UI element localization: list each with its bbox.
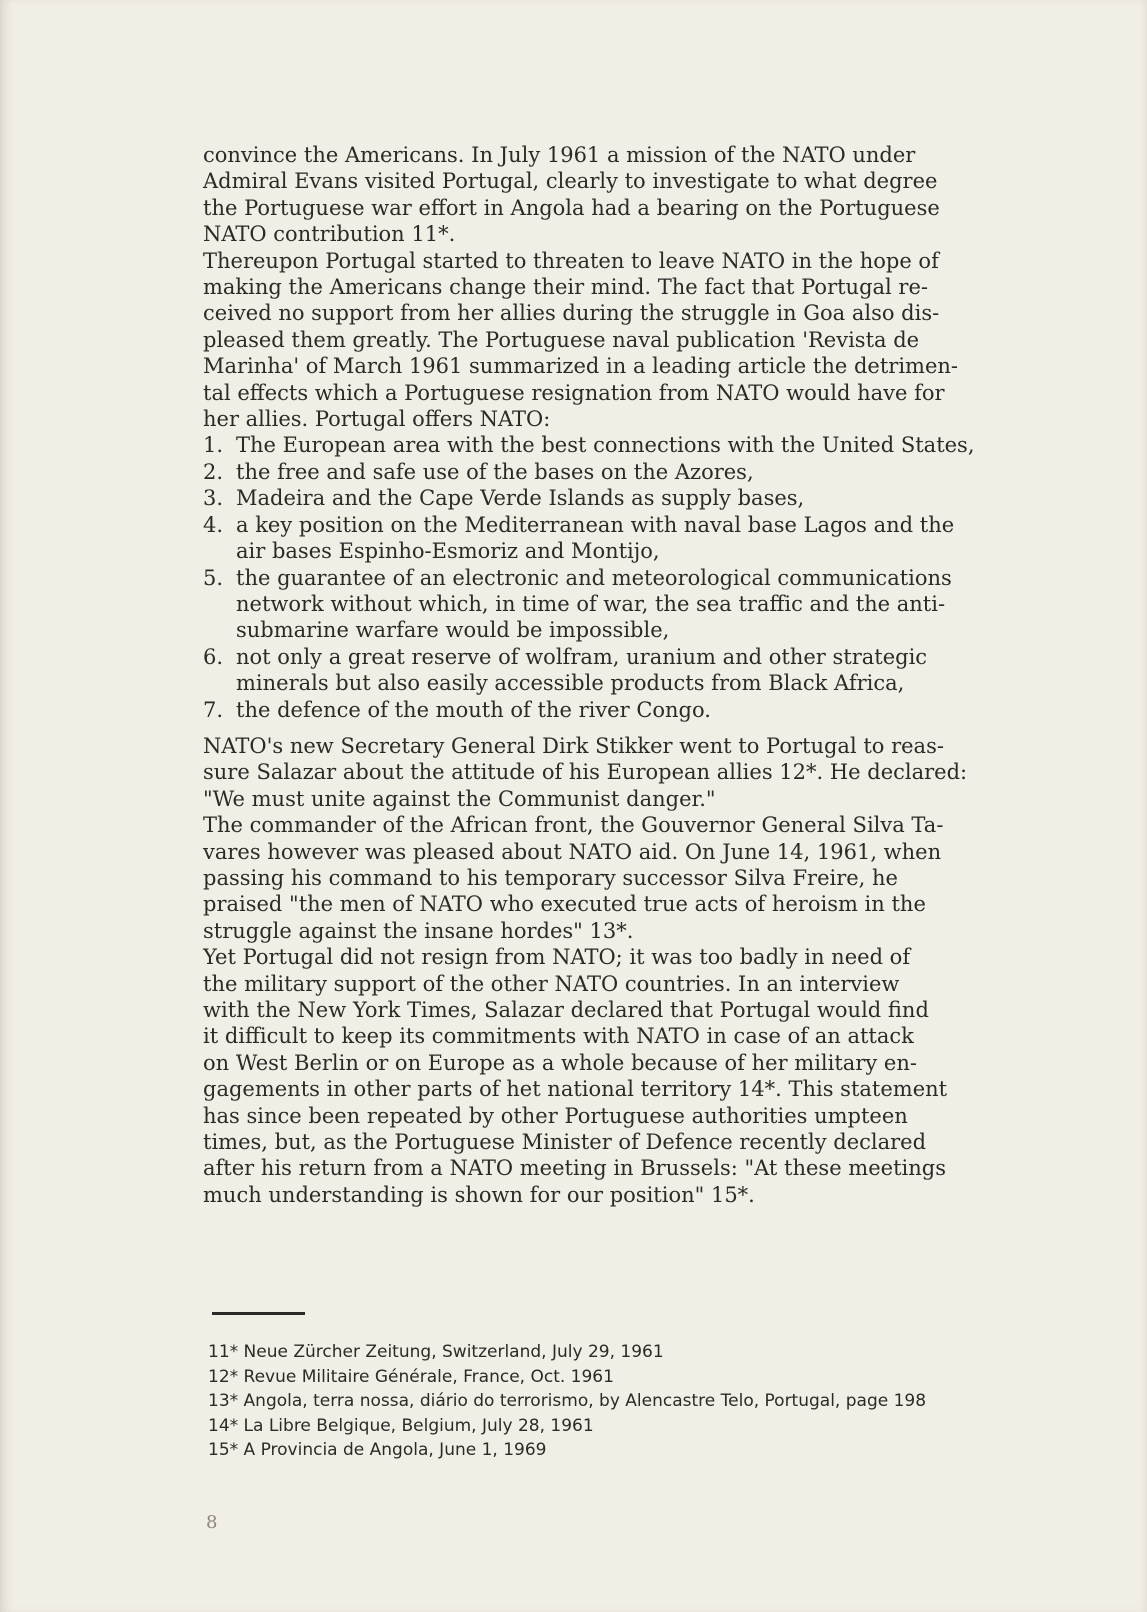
list-item-text: the defence of the mouth of the river Congo. [236,697,711,722]
page-number: 8 [206,1512,218,1533]
body-text [203,142,1083,1208]
list-item [203,459,1083,485]
list-item-number: 2. [203,459,224,484]
list-item-number: 1. [203,433,224,458]
list-item-text: the free and safe use of the bases on the Azores, [236,459,754,484]
footnotes [208,1340,1088,1463]
paragraph-stikker: NATO's new Secretary General Dirk Stikker went to Portugal to reas- sure Salazar about the attitude of his European allies 12*. He declared: "We must unite against the Communist danger." [203,733,968,811]
list-item [203,432,1083,458]
footnote-divider [212,1312,305,1315]
footnote-item: 15* A Provincia de Angola, June 1, 1969 [208,1440,547,1460]
list-item [203,512,1083,565]
list-item-number: 6. [203,644,224,669]
footnote-item: 14* La Libre Belgique, Belgium, July 28, 1961 [208,1415,594,1436]
list-item-number: 3. [203,486,224,511]
list-item [203,485,1083,511]
footnote-item: 13* Angola, terra nossa, diário do terrorismo, by Alencastre Telo, Portugal, page 198 [208,1391,927,1411]
paragraph-nato-mission: convince the Americans. In July 1961 a mission of the NATO under Admiral Evans visited Portugal, clearly to investigate to what degree the Portuguese war effort in Angola had a bearing on the Portuguese NATO contribution 11*. [203,143,940,247]
list-item-text: a key position on the Mediterranean with naval base Lagos and the air bases Espinho-Esmoriz and Montijo, [236,512,955,564]
list-item-text: the guarantee of an electronic and meteorological communications network without which, in time of war, the sea traffic and the anti- submarine warfare would be impossible, [236,565,952,643]
footnote-item: 12* Revue Militaire Générale, France, Oct. 1961 [208,1366,614,1387]
list-item [203,697,1083,723]
list-item [203,644,1083,697]
list-item-number: 7. [203,697,224,722]
paragraph-african-front: The commander of the African front, the Gouvernor General Silva Ta- vares however was pleased about NATO aid. On June 14, 1961, when passing his command to his temporary successor Silva Freire, he praised "the men of NATO who executed true acts of heroism in the struggle against the insane hordes" 13*. [203,813,944,943]
list-item-number: 5. [203,565,224,590]
list-item-text: Madeira and the Cape Verde Islands as supply bases, [236,486,805,511]
footnote-item: 11* Neue Zürcher Zeitung, Switzerland, July 29, 1961 [208,1342,664,1362]
list-item-text: The European area with the best connections with the United States, [236,433,975,458]
list-item-text: not only a great reserve of wolfram, uranium and other strategic minerals but also easily accessible products from Black Africa, [236,644,928,696]
list-item-number: 4. [203,512,224,537]
portugal-offers-list [203,432,1083,722]
paragraph-no-resignation: Yet Portugal did not resign from NATO; it was too badly in need of the military support of the other NATO countries. In an interview with the New York Times, Salazar declared that Portugal would find it difficult to keep its commitments with NATO in case of an attack on West Berlin or on Europe as a whole because of her military en- gagements in other parts of het national territory 14*. This statement has since been repeated by other Portuguese authorities umpteen times, but, as the Portuguese Minister of Defence recently declared after his return from a NATO meeting in Brussels: "At these meetings much understanding is shown for our position" 15*. [203,945,948,1207]
list-item [203,565,1083,644]
paragraph-portugal-threat: Thereupon Portugal started to threaten to leave NATO in the hope of making the Americans change their mind. The fact that Portugal re- ceived no support from her allies during the struggle in Goa also dis- pleased them greatly. The Portuguese naval publication 'Revista de Marinha' of March 1961 summarized in a leading article the detrimen- tal effects which a Portuguese resignation from NATO would have for her allies. Portugal offers NATO: [203,248,959,432]
